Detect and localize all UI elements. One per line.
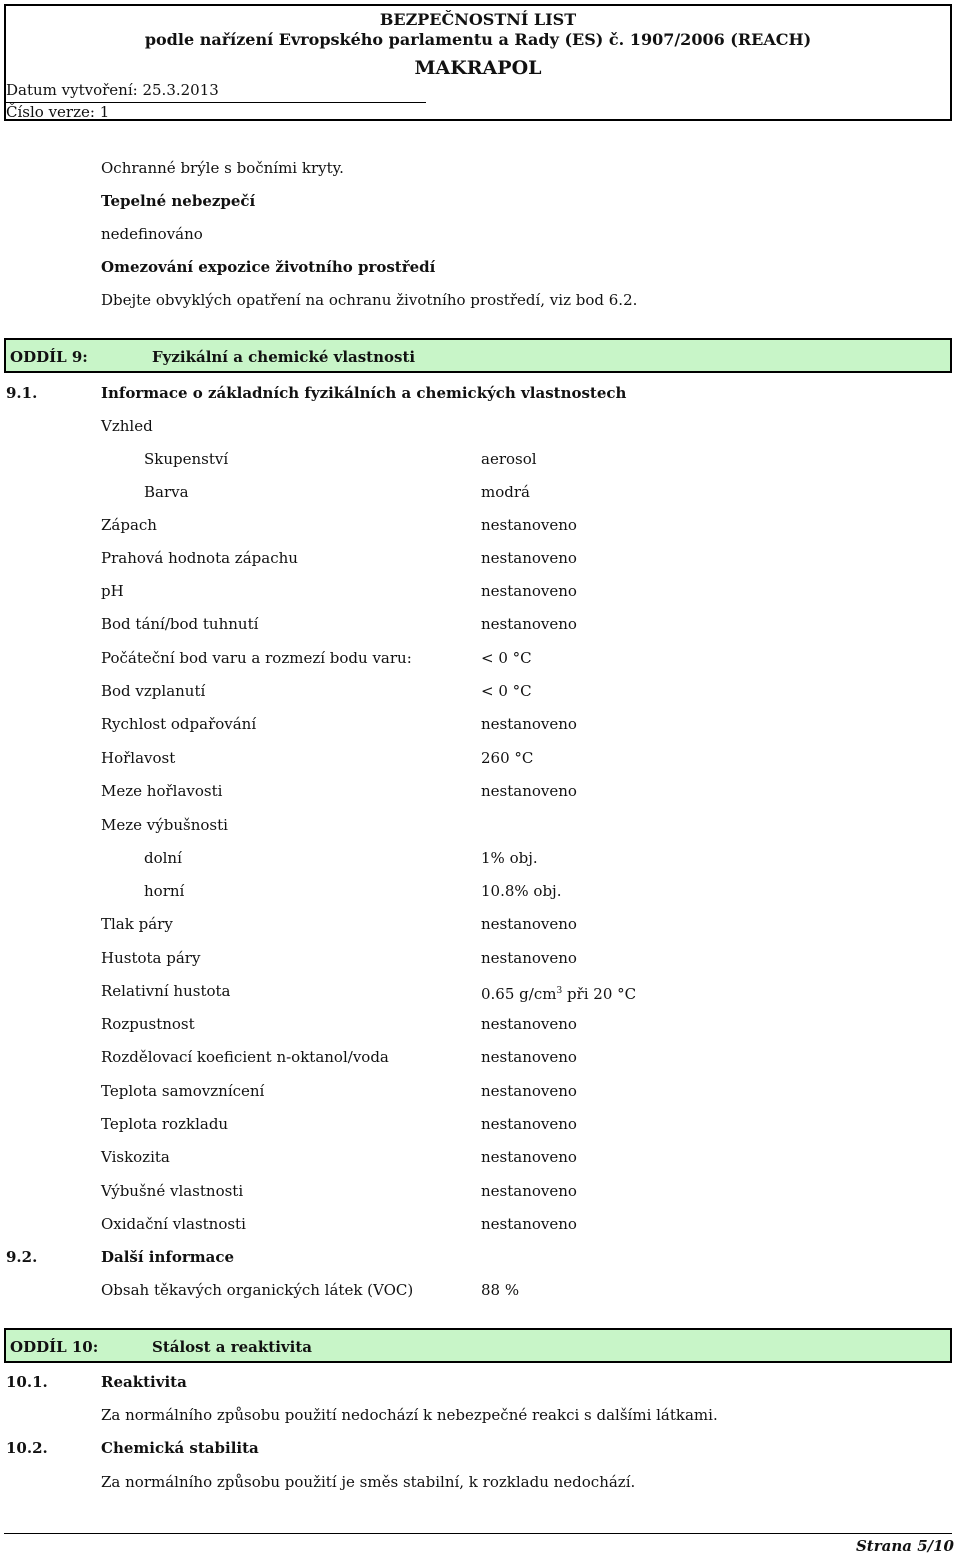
prop-label: horní bbox=[144, 882, 185, 900]
prop-value: nestanoveno bbox=[481, 1215, 577, 1233]
prop-value: nestanoveno bbox=[481, 782, 577, 800]
prop-value: nestanoveno bbox=[481, 615, 577, 633]
prop-label: Teplota rozkladu bbox=[101, 1115, 229, 1133]
density-temperature: při 20 °C bbox=[562, 985, 637, 1003]
prop-value: nestanoveno bbox=[481, 1182, 577, 1200]
product-name: MAKRAPOL bbox=[414, 57, 542, 79]
prop-label: Oxidační vlastnosti bbox=[101, 1215, 246, 1233]
prop-label: Meze výbušnosti bbox=[101, 816, 228, 834]
prop-value: nestanoveno bbox=[481, 516, 577, 534]
prop-value: nestanoveno bbox=[481, 949, 577, 967]
prop-value-density bbox=[481, 981, 636, 1004]
prop-value: nestanoveno bbox=[481, 915, 577, 933]
prop-value: nestanoveno bbox=[481, 1115, 577, 1133]
env-exposure-text: Dbejte obvyklých opatření na ochranu životního prostředí, viz bod 6.2. bbox=[101, 291, 638, 309]
prop-value: < 0 °C bbox=[481, 649, 532, 667]
prop-value: nestanoveno bbox=[481, 1015, 577, 1033]
prop-value: 1% obj. bbox=[481, 849, 538, 867]
prop-label: dolní bbox=[144, 849, 182, 867]
prop-label: Zápach bbox=[101, 516, 157, 534]
subsection-9-1-title: Informace o základních fyzikálních a chemických vlastnostech bbox=[101, 384, 627, 402]
env-exposure-heading: Omezování expozice životního prostředí bbox=[101, 258, 436, 276]
prop-label: Hustota páry bbox=[101, 949, 201, 967]
prop-label: Bod vzplanutí bbox=[101, 682, 206, 700]
prop-value: 260 °C bbox=[481, 749, 534, 767]
footer-divider bbox=[4, 1533, 952, 1534]
prop-label: Rozpustnost bbox=[101, 1015, 195, 1033]
prop-label: pH bbox=[101, 582, 124, 600]
prop-label: Viskozita bbox=[101, 1148, 170, 1166]
section-9-header bbox=[4, 338, 952, 373]
prop-label: Počáteční bod varu a rozmezí bodu varu: bbox=[101, 649, 412, 667]
subsection-9-1-number: 9.1. bbox=[6, 384, 38, 402]
prop-value: nestanoveno bbox=[481, 549, 577, 567]
subsection-10-1-number: 10.1. bbox=[6, 1373, 48, 1391]
prop-label: Bod tání/bod tuhnutí bbox=[101, 615, 259, 633]
prop-label: Rozdělovací koeficient n-oktanol/voda bbox=[101, 1048, 389, 1066]
density-value: 0.65 g/cm bbox=[481, 985, 557, 1003]
prop-value: nestanoveno bbox=[481, 582, 577, 600]
subsection-9-2-title: Další informace bbox=[101, 1248, 235, 1266]
prop-value: 10.8% obj. bbox=[481, 882, 562, 900]
stability-text: Za normálního způsobu použití je směs stabilní, k rozkladu nedochází. bbox=[101, 1473, 636, 1491]
subsection-10-1-title: Reaktivita bbox=[101, 1373, 187, 1391]
section-10-header bbox=[4, 1328, 952, 1363]
prop-label: Teplota samovznícení bbox=[101, 1082, 265, 1100]
regulation-subtitle: podle nařízení Evropského parlamentu a Rady (ES) č. 1907/2006 (REACH) bbox=[144, 30, 812, 49]
section-9-title: Fyzikální a chemické vlastnosti bbox=[152, 348, 416, 366]
prop-label: Prahová hodnota zápachu bbox=[101, 549, 298, 567]
prop-label: Tlak páry bbox=[101, 915, 173, 933]
creation-date: Datum vytvoření: 25.3.2013 bbox=[6, 81, 219, 99]
subsection-9-2-number: 9.2. bbox=[6, 1248, 38, 1266]
prop-label: Meze hořlavosti bbox=[101, 782, 223, 800]
prop-value: modrá bbox=[481, 483, 530, 501]
prop-label: Rychlost odpařování bbox=[101, 715, 257, 733]
section-10-number: ODDÍL 10: bbox=[10, 1338, 99, 1356]
section-9-number: ODDÍL 9: bbox=[10, 348, 88, 366]
prop-label: Skupenství bbox=[144, 450, 229, 468]
voc-value: 88 % bbox=[481, 1281, 520, 1299]
reactivity-text: Za normálního způsobu použití nedochází k nebezpečné reakci s dalšími látkami. bbox=[101, 1406, 718, 1424]
prop-label: Barva bbox=[144, 483, 189, 501]
prop-value: aerosol bbox=[481, 450, 537, 468]
document-title: BEZPEČNOSTNÍ LIST bbox=[379, 10, 577, 29]
prop-label: Hořlavost bbox=[101, 749, 176, 767]
thermal-hazard-value: nedefinováno bbox=[101, 225, 203, 243]
prop-value: nestanoveno bbox=[481, 1082, 577, 1100]
section-10-title: Stálost a reaktivita bbox=[152, 1338, 312, 1356]
voc-label: Obsah těkavých organických látek (VOC) bbox=[101, 1281, 414, 1299]
page-number: Strana 5/10 bbox=[855, 1537, 954, 1555]
prop-value: < 0 °C bbox=[481, 682, 532, 700]
thermal-hazard-heading: Tepelné nebezpečí bbox=[101, 192, 256, 210]
subsection-10-2-number: 10.2. bbox=[6, 1439, 48, 1457]
appearance-label: Vzhled bbox=[101, 417, 153, 435]
prop-value: nestanoveno bbox=[481, 715, 577, 733]
prop-label: Relativní hustota bbox=[101, 982, 231, 1000]
version-number: Číslo verze: 1 bbox=[6, 103, 110, 121]
document-header bbox=[4, 4, 952, 121]
prop-value: nestanoveno bbox=[481, 1048, 577, 1066]
subsection-10-2-title: Chemická stabilita bbox=[101, 1439, 259, 1457]
prop-label: Výbušné vlastnosti bbox=[101, 1182, 244, 1200]
eye-protection-text: Ochranné brýle s bočními kryty. bbox=[101, 159, 344, 177]
density-exponent: 3 bbox=[556, 986, 563, 996]
prop-value: nestanoveno bbox=[481, 1148, 577, 1166]
